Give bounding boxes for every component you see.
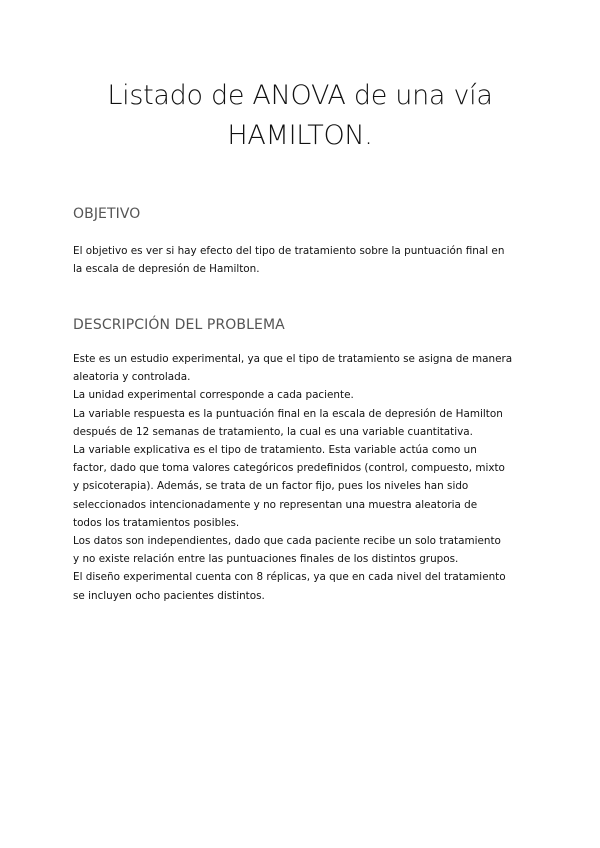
section-heading-descripcion: DESCRIPCIÓN DEL PROBLEMA [73, 317, 285, 333]
descripcion-line: aleatoria y controlada. [73, 371, 191, 384]
objetivo-line: El objetivo es ver si hay efecto del tipo de tratamiento sobre la puntuación final en [73, 245, 505, 257]
section-heading-objetivo: OBJETIVO [73, 206, 141, 222]
document-title-line-1: Listado de ANOVA de una vía [107, 80, 493, 111]
descripcion-line: todos los tratamientos posibles. [73, 516, 240, 529]
descripcion-line: se incluyen ocho pacientes distintos. [73, 589, 265, 602]
descripcion-line: Este es un estudio experimental, ya que el tipo de tratamiento se asigna de manera [73, 353, 513, 365]
descripcion-line: La variable respuesta es la puntuación final en la escala de depresión de Hamilton [73, 407, 503, 420]
descripcion-line: y no existe relación entre las puntuaciones finales de los distintos grupos. [73, 553, 459, 566]
descripcion-line: La unidad experimental corresponde a cada paciente. [73, 389, 354, 402]
descripcion-line: después de 12 semanas de tratamiento, la cual es una variable cuantitativa. [73, 425, 473, 438]
descripcion-paragraph [73, 350, 533, 605]
objetivo-paragraph [73, 242, 533, 278]
document-title [0, 76, 600, 156]
descripcion-line: seleccionados intencionadamente y no representan una muestra aleatoria de [73, 498, 478, 511]
descripcion-line: Los datos son independientes, dado que cada paciente recibe un solo tratamiento [73, 535, 501, 548]
descripcion-line: La variable explicativa es el tipo de tratamiento. Esta variable actúa como un [73, 444, 477, 457]
objetivo-line: la escala de depresión de Hamilton. [73, 263, 260, 276]
document-title-line-2: HAMILTON. [227, 120, 373, 151]
descripcion-line: factor, dado que toma valores categóricos predefinidos (control, compuesto, mixto [73, 462, 505, 475]
descripcion-line: El diseño experimental cuenta con 8 réplicas, ya que en cada nivel del tratamiento [73, 571, 506, 584]
descripcion-line: y psicoterapia). Además, se trata de un factor fijo, pues los niveles han sido [73, 480, 469, 493]
